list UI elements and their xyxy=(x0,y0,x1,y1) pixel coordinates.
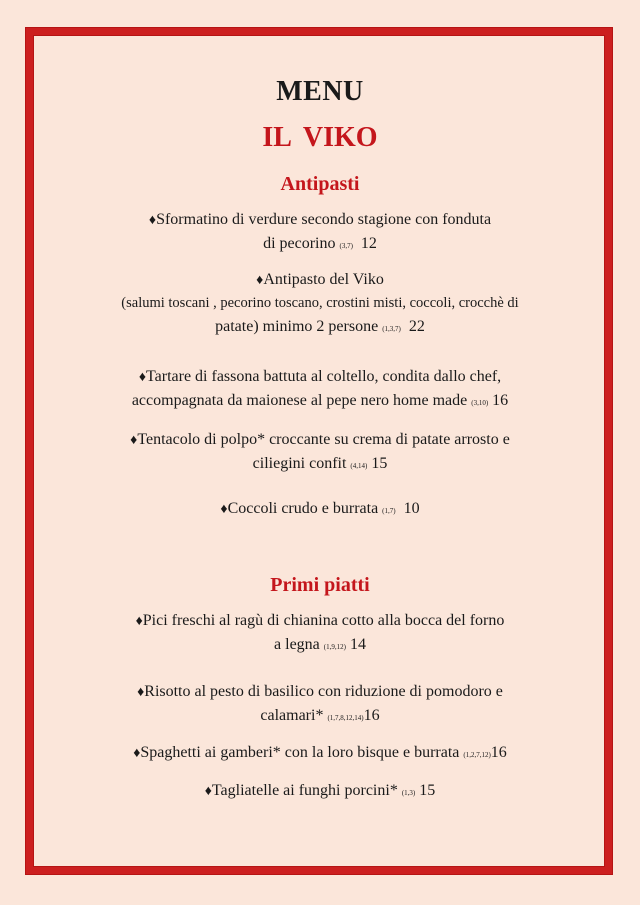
menu-item xyxy=(40,680,600,730)
restaurant-name: IL VIKO xyxy=(262,122,378,153)
item-allergens: (1,3,7) xyxy=(382,325,401,333)
menu-item xyxy=(40,497,600,523)
menu-item xyxy=(40,208,600,258)
item-name: Sformatino di verdure secondo stagione con fonduta xyxy=(156,211,492,228)
item-name: Pici freschi al ragù di chianina cotto alla bocca del forno xyxy=(142,612,505,629)
item-name: Spaghetti ai gamberi* con la loro bisque e burrata xyxy=(140,744,460,761)
item-allergens: (1,7) xyxy=(382,507,396,515)
menu-item xyxy=(40,268,600,341)
item-name: Tentacolo di polpo* croccante su crema di patate arrosto e xyxy=(137,431,510,448)
item-allergens: (4,14) xyxy=(350,462,368,470)
item-name-cont: accompagnata da maionese al pepe nero home made xyxy=(131,392,468,409)
bullet-icon: ♦ xyxy=(137,685,145,700)
item-price: 16 xyxy=(492,392,509,409)
bullet-icon: ♦ xyxy=(135,614,143,629)
section-title-primi: Primi piatti xyxy=(270,574,370,596)
section-title-antipasti: Antipasti xyxy=(280,173,360,195)
menu-item xyxy=(40,741,600,767)
item-price: 15 xyxy=(371,455,388,472)
item-price: 22 xyxy=(408,318,425,335)
item-name-cont: ciliegini confit xyxy=(252,455,347,472)
bullet-icon: ♦ xyxy=(256,273,264,288)
item-name: Tartare di fassona battuta al coltello, condita dallo chef, xyxy=(145,368,502,385)
item-name-cont: calamari* xyxy=(260,707,324,724)
item-allergens: (1,2,7,12) xyxy=(463,751,491,759)
item-name: Coccoli crudo e burrata xyxy=(227,500,379,517)
bullet-icon: ♦ xyxy=(204,784,212,799)
item-price: 14 xyxy=(349,636,366,653)
menu-item xyxy=(40,779,600,805)
menu-item xyxy=(40,428,600,478)
item-allergens: (1,7,8,12,14) xyxy=(327,714,364,722)
bullet-icon: ♦ xyxy=(130,433,138,448)
item-name: Risotto al pesto di basilico con riduzione di pomodoro e xyxy=(144,683,503,700)
item-price: 15 xyxy=(419,782,436,799)
item-allergens: (3,10) xyxy=(471,399,489,407)
item-price: 10 xyxy=(403,500,420,517)
bullet-icon: ♦ xyxy=(133,746,141,761)
item-name: Antipasto del Viko xyxy=(263,271,384,288)
item-name: Tagliatelle ai funghi porcini* xyxy=(211,782,398,799)
menu-item xyxy=(40,609,600,659)
item-allergens: (3,7) xyxy=(339,242,353,250)
bullet-icon: ♦ xyxy=(220,502,228,517)
menu-title: MENU xyxy=(276,76,364,107)
item-description: (salumi toscani , pecorino toscano, crostini misti, coccoli, crocchè di xyxy=(121,295,519,311)
item-price: 16 xyxy=(490,744,507,761)
item-price: 12 xyxy=(360,235,377,252)
item-allergens: (1,3) xyxy=(401,789,416,797)
bullet-icon: ♦ xyxy=(148,213,157,228)
bullet-icon: ♦ xyxy=(138,370,146,385)
item-price: 16 xyxy=(363,707,380,724)
menu-content xyxy=(40,70,600,805)
menu-item xyxy=(40,365,600,415)
item-name-cont: patate) minimo 2 persone xyxy=(215,318,379,335)
item-allergens: (1,9,12) xyxy=(323,643,346,651)
item-name-cont: di pecorino xyxy=(263,235,336,252)
item-name-cont: a legna xyxy=(274,636,320,653)
